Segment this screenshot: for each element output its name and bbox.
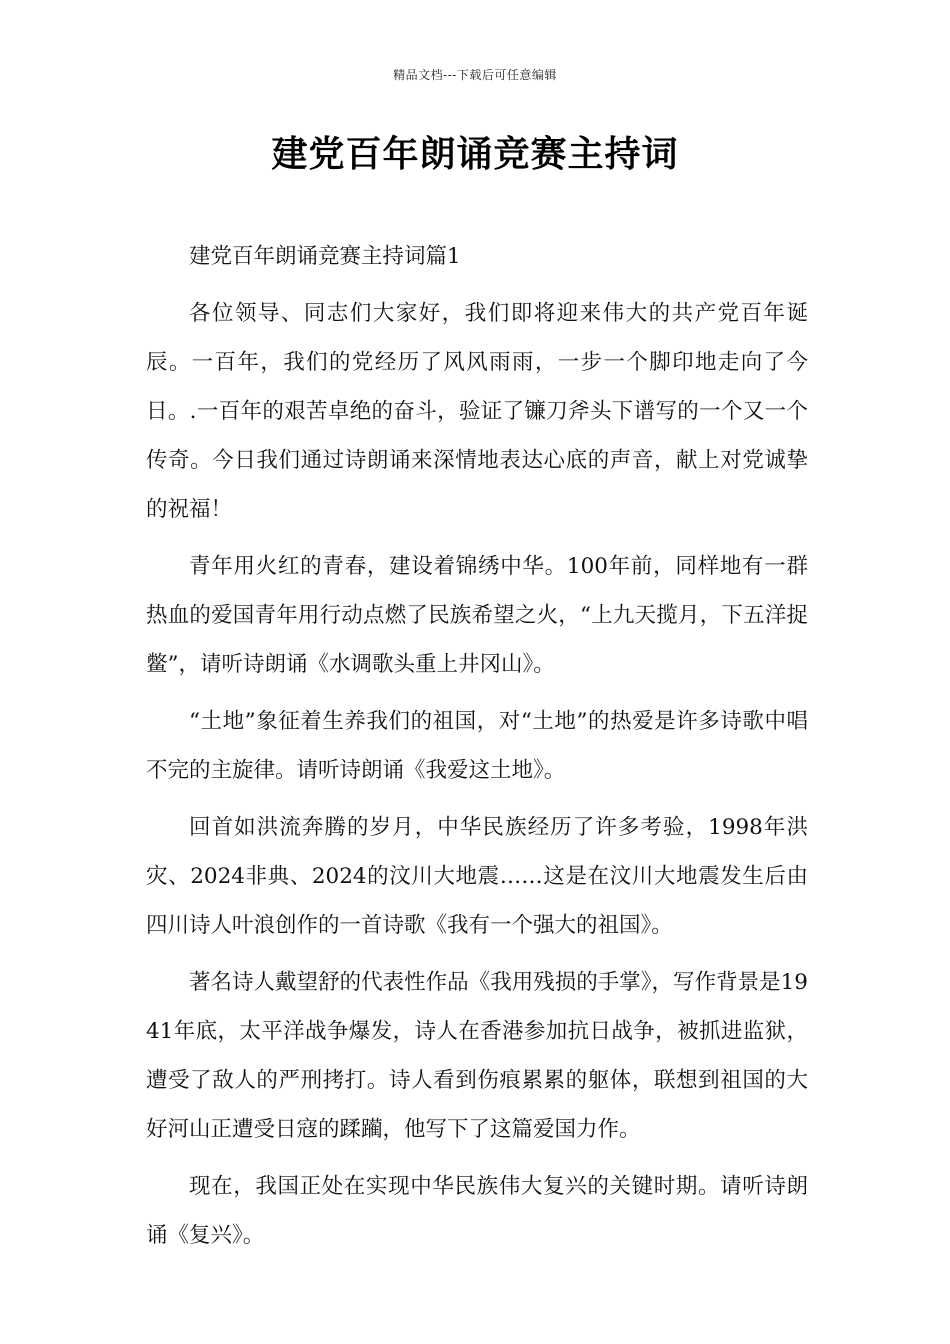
paragraph-youth: 青年用火红的青春，建设着锦绣中华。100年前，同样地有一群热血的爱国青年用行动点燃了民族希望之火，“上九天揽月，下五洋捉鳖”，请听诗朗诵《水调歌头重上井冈山》。 — [146, 554, 808, 677]
document-title: 建党百年朗诵竞赛主持词 — [271, 133, 679, 175]
paragraph-history: 回首如洪流奔腾的岁月，中华民族经历了许多考验，1998年洪灾、2024非典、2024的汶川大地震……这是在汶川大地震发生后由四川诗人叶浪创作的一首诗歌《我有一个强大的祖国》。 — [146, 815, 808, 938]
paragraph-opening: 各位领导、同志们大家好，我们即将迎来伟大的共产党百年诞辰。一百年，我们的党经历了风风雨雨，一步一个脚印地走向了今日。.一百年的艰苦卓绝的奋斗，验证了镰刀斧头下谱写的一个又一个传奇。今日我们通过诗朗诵来深情地表达心底的声音，献上对党诚挚的祝福！ — [146, 301, 808, 522]
document-body — [146, 232, 808, 1268]
paragraph-revival: 现在，我国正处在实现中华民族伟大复兴的关键时期。请听诗朗诵《复兴》。 — [146, 1174, 808, 1248]
header-note: 精品文档---下载后可任意编辑 — [393, 68, 557, 82]
section-heading: 建党百年朗诵竞赛主持词篇1 — [189, 244, 461, 269]
paragraph-poet: 著名诗人戴望舒的代表性作品《我用残损的手掌》，写作背景是1941年底，太平洋战争爆发，诗人在香港参加抗日战争，被抓进监狱，遭受了敌人的严刑拷打。诗人看到伤痕累累的躯体，联想到祖国的大好河山正遭受日寇的蹂躏，他写下了这篇爱国力作。 — [146, 970, 808, 1142]
paragraph-land: “土地”象征着生养我们的祖国，对“土地”的热爱是许多诗歌中唱不完的主旋律。请听诗朗诵《我爱这土地》。 — [146, 709, 808, 783]
